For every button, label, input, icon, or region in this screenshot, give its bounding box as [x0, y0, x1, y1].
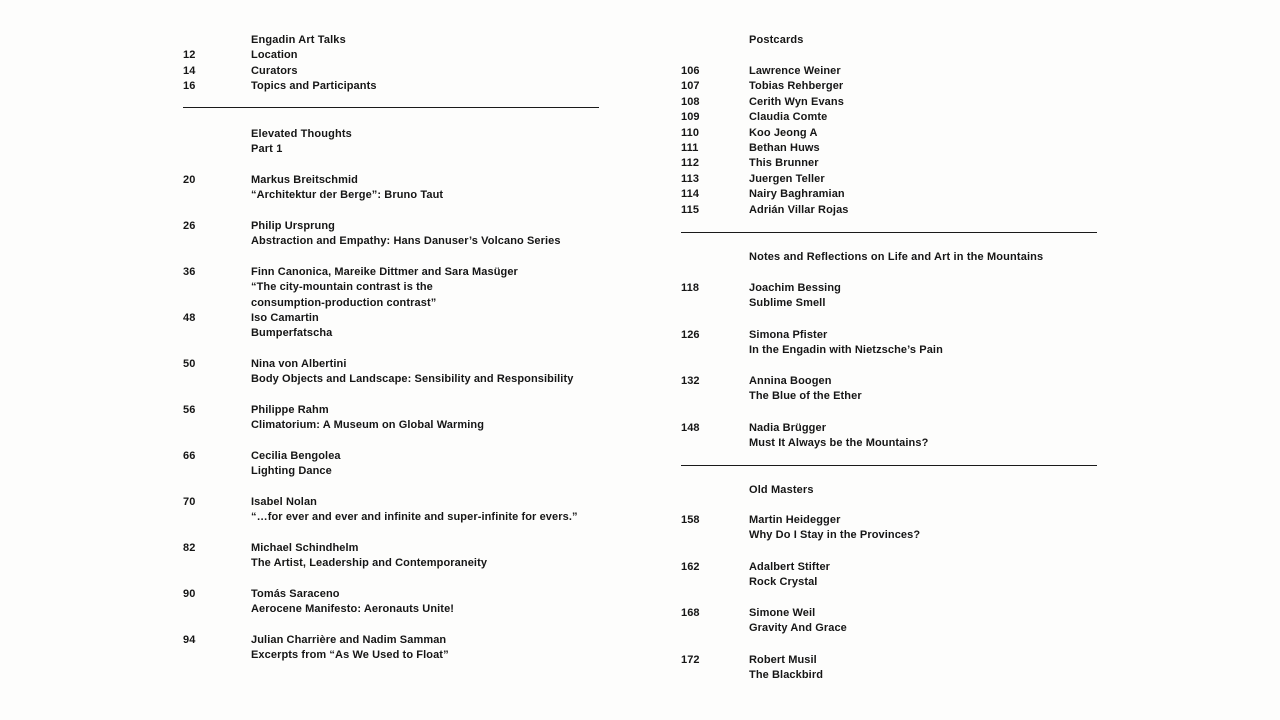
toc-entry-subtitle: Gravity And Grace [749, 622, 847, 635]
toc-entry-subtitle: Rock Crystal [749, 575, 818, 588]
toc-entry[interactable] [183, 541, 599, 572]
toc-entry-title: Koo Jeong A [749, 126, 818, 139]
toc-entry-text [251, 173, 599, 204]
toc-entry-page-number: 82 [183, 542, 196, 554]
toc-entry[interactable] [681, 95, 1097, 110]
toc-entry[interactable] [681, 126, 1097, 141]
toc-entry-title: Location [251, 49, 298, 62]
toc-entry-subtitle: Lighting Dance [251, 465, 332, 478]
toc-entry-page-number: 36 [183, 266, 196, 278]
toc-entry-text [749, 250, 1097, 265]
toc-entry-page-number: 16 [183, 80, 196, 93]
section-divider [681, 465, 1097, 466]
toc-entry-page-number: 111 [681, 142, 699, 154]
toc-entry-text [251, 48, 599, 63]
toc-entry-page-number: 148 [681, 421, 700, 434]
toc-entry-text [251, 79, 599, 94]
toc-entry-title: Isabel Nolan [251, 496, 317, 508]
toc-entry-page-number: 112 [681, 157, 700, 170]
toc-entry-text [749, 79, 1097, 94]
toc-entry-title: Philippe Rahm [251, 404, 329, 416]
toc-entry-text [251, 311, 599, 342]
toc-entry-page-number: 56 [183, 404, 196, 416]
toc-entry[interactable] [183, 219, 599, 250]
toc-entry[interactable] [681, 513, 1097, 544]
toc-entry-page-number: 48 [183, 312, 196, 324]
toc-entry-text [749, 203, 1097, 218]
toc-entry-subtitle: The Artist, Leadership and Contemporaneity [251, 557, 488, 570]
toc-entry[interactable] [681, 203, 1097, 218]
toc-entry-page-number: 109 [681, 111, 700, 124]
toc-entry-subtitle: Climatorium: A Museum on Global Warming [251, 419, 485, 432]
toc-entry-title: Markus Breitschmid [251, 174, 358, 186]
toc-entry[interactable] [681, 653, 1097, 684]
toc-entry-title: Simona Pfister [749, 328, 828, 341]
toc-entry-text [251, 265, 599, 311]
toc-entry-subtitle: Aerocene Manifesto: Aeronauts Unite! [251, 603, 455, 616]
toc-entry-title: Bethan Huws [749, 142, 820, 154]
toc-entry-subtitle: “The city-mountain contrast is the [251, 281, 433, 294]
toc-entry-text [749, 126, 1097, 141]
toc-entry-title: Michael Schindhelm [251, 542, 359, 554]
toc-entry[interactable] [183, 403, 599, 434]
toc-entry[interactable] [681, 64, 1097, 79]
toc-entry-title: Topics and Participants [251, 80, 377, 93]
toc-entry[interactable] [681, 374, 1097, 405]
toc-entry-title: Notes and Reflections on Life and Art in the Mountains [749, 251, 1044, 263]
toc-entry-page-number: 115 [681, 203, 700, 216]
toc-entry-page-number: 132 [681, 375, 700, 387]
toc-entry-text [749, 513, 1097, 544]
toc-entry[interactable] [183, 449, 599, 480]
toc-entry-page-number: 20 [183, 174, 196, 186]
toc-entry-text [251, 541, 599, 572]
toc-entry-subtitle: The Blue of the Ether [749, 390, 862, 403]
toc-entry-page-number: 12 [183, 49, 196, 62]
toc-entry-title: Robert Musil [749, 653, 817, 666]
toc-entry-text [749, 653, 1097, 684]
toc-entry-text [749, 64, 1097, 79]
toc-entry-title: Cerith Wyn Evans [749, 95, 844, 108]
toc-entry-subtitle: Why Do I Stay in the Provinces? [749, 529, 921, 542]
toc-entry-title: Curators [251, 64, 298, 77]
toc-entry-page-number: 26 [183, 220, 196, 232]
toc-entry-text [251, 357, 599, 388]
toc-entry-page-number: 90 [183, 588, 196, 600]
toc-entry-page-number: 172 [681, 653, 700, 666]
toc-entry-title: Tomás Saraceno [251, 588, 340, 600]
toc-entry[interactable] [183, 79, 599, 94]
toc-entry-subtitle: “…for ever and ever and infinite and super-infinite for evers.” [251, 511, 578, 524]
toc-entry[interactable] [183, 173, 599, 204]
toc-entry-title: Tobias Rehberger [749, 80, 844, 93]
toc-entry-title: Lawrence Weiner [749, 65, 841, 77]
toc-entry-title: Julian Charrière and Nadim Samman [251, 634, 447, 646]
toc-entry-subtitle: In the Engadin with Nietzsche’s Pain [749, 343, 943, 356]
toc-entry-text [749, 33, 1097, 48]
toc-entry-subtitle: Bumperfatscha [251, 327, 333, 340]
toc-entry-page-number: 108 [681, 95, 700, 108]
toc-section-heading [681, 250, 1097, 265]
toc-entry-title: Cecilia Bengolea [251, 450, 341, 462]
toc-entry-subtitle: Excerpts from “As We Used to Float” [251, 649, 449, 662]
toc-entry-page-number: 126 [681, 328, 700, 341]
toc-entry-text [749, 421, 1097, 452]
toc-entry-subtitle: Body Objects and Landscape: Sensibility and Responsibility [251, 373, 574, 386]
toc-entry-title: Juergen Teller [749, 172, 825, 185]
toc-entry-title: Engadin Art Talks [251, 34, 346, 46]
toc-entry-page-number: 50 [183, 358, 196, 370]
toc-entry-text [749, 606, 1097, 637]
toc-entry-text [749, 172, 1097, 187]
toc-entry-text [251, 403, 599, 434]
toc-entry-page-number: 168 [681, 607, 700, 619]
toc-entry-text [251, 587, 599, 618]
toc-entry-title: Philip Ursprung [251, 220, 335, 232]
toc-entry-title: Adalbert Stifter [749, 560, 831, 573]
toc-entry-title: Nadia Brügger [749, 421, 827, 434]
toc-entry-page-number: 162 [681, 560, 700, 573]
toc-entry-text [749, 483, 1097, 498]
toc-entry-text [749, 110, 1097, 125]
toc-entry-title: Nina von Albertini [251, 358, 347, 370]
toc-entry[interactable] [681, 156, 1097, 171]
toc-entry[interactable] [183, 633, 599, 664]
toc-entry[interactable] [681, 606, 1097, 637]
toc-entry-page-number: 113 [681, 172, 700, 185]
toc-entry-title: Postcards [749, 34, 804, 46]
toc-entry-subtitle: Part 1 [251, 143, 283, 156]
toc-entry[interactable] [183, 48, 599, 63]
toc-section-heading [681, 483, 1097, 498]
toc-entry[interactable] [681, 141, 1097, 156]
toc-section-heading [183, 33, 599, 48]
toc-entry-subtitle: Must It Always be the Mountains? [749, 436, 929, 449]
toc-entry-text [251, 219, 599, 250]
toc-entry-text [251, 64, 599, 79]
toc-entry-title: Simone Weil [749, 607, 816, 619]
toc-entry-title: Old Masters [749, 484, 814, 496]
toc-entry-title: Nairy Baghramian [749, 188, 845, 201]
toc-entry-title: Iso Camartin [251, 312, 319, 324]
toc-entry-page-number: 66 [183, 450, 196, 462]
toc-entry-page-number: 114 [681, 188, 700, 201]
toc-entry-page-number: 70 [183, 496, 196, 508]
toc-entry-subtitle: “Architektur der Berge”: Bruno Taut [251, 189, 444, 202]
toc-entry-text [749, 187, 1097, 202]
toc-entry[interactable] [183, 311, 599, 342]
toc-entry-text [251, 127, 599, 158]
toc-entry-page-number: 106 [681, 65, 700, 77]
toc-entry-page-number: 118 [681, 282, 700, 294]
toc-entry[interactable] [183, 357, 599, 388]
toc-entry[interactable] [183, 587, 599, 618]
toc-entry-title: Annina Boogen [749, 375, 832, 387]
toc-entry[interactable] [183, 495, 599, 526]
toc-entry-subtitle: The Blackbird [749, 668, 824, 681]
section-divider [681, 232, 1097, 233]
toc-entry-text [749, 560, 1097, 591]
toc-entry-text [749, 281, 1097, 312]
toc-entry[interactable] [681, 110, 1097, 125]
toc-entry-title: Adrián Villar Rojas [749, 203, 849, 216]
toc-section-heading [183, 127, 599, 158]
toc-entry-subtitle: Abstraction and Empathy: Hans Danuser’s Volcano Series [251, 235, 561, 248]
toc-entry[interactable] [681, 187, 1097, 202]
toc-entry-page-number: 158 [681, 514, 700, 526]
toc-entry-title: Finn Canonica, Mareike Dittmer and Sara Masüger [251, 266, 518, 278]
toc-entry-text [251, 449, 599, 480]
toc-entry[interactable] [183, 265, 599, 311]
toc-entry[interactable] [183, 64, 599, 79]
toc-entry-text [251, 33, 599, 48]
toc-entry-page-number: 107 [681, 80, 700, 93]
toc-entry[interactable] [681, 328, 1097, 359]
toc-entry-subtitle: consumption-production contrast” [251, 296, 437, 309]
toc-entry-text [749, 374, 1097, 405]
toc-entry-title: Claudia Comte [749, 111, 828, 124]
toc-entry-title: This Brunner [749, 157, 819, 170]
toc-entry-text [251, 495, 599, 526]
toc-section-heading [681, 33, 1097, 48]
toc-entry-subtitle: Sublime Smell [749, 297, 826, 310]
toc-entry-title: Martin Heidegger [749, 514, 841, 526]
toc-entry[interactable] [681, 560, 1097, 591]
section-divider [183, 107, 599, 108]
toc-entry-page-number: 110 [681, 126, 700, 139]
toc-entry-text [749, 328, 1097, 359]
toc-entry[interactable] [681, 281, 1097, 312]
toc-entry-page-number: 14 [183, 64, 196, 77]
toc-entry-page-number: 94 [183, 634, 196, 646]
toc-entry-text [749, 156, 1097, 171]
toc-entry[interactable] [681, 172, 1097, 187]
toc-entry[interactable] [681, 79, 1097, 94]
toc-entry-title: Joachim Bessing [749, 282, 841, 294]
toc-entry-text [749, 141, 1097, 156]
toc-entry[interactable] [681, 421, 1097, 452]
toc-entry-title: Elevated Thoughts [251, 128, 352, 140]
toc-entry-text [749, 95, 1097, 110]
toc-entry-text [251, 633, 599, 664]
